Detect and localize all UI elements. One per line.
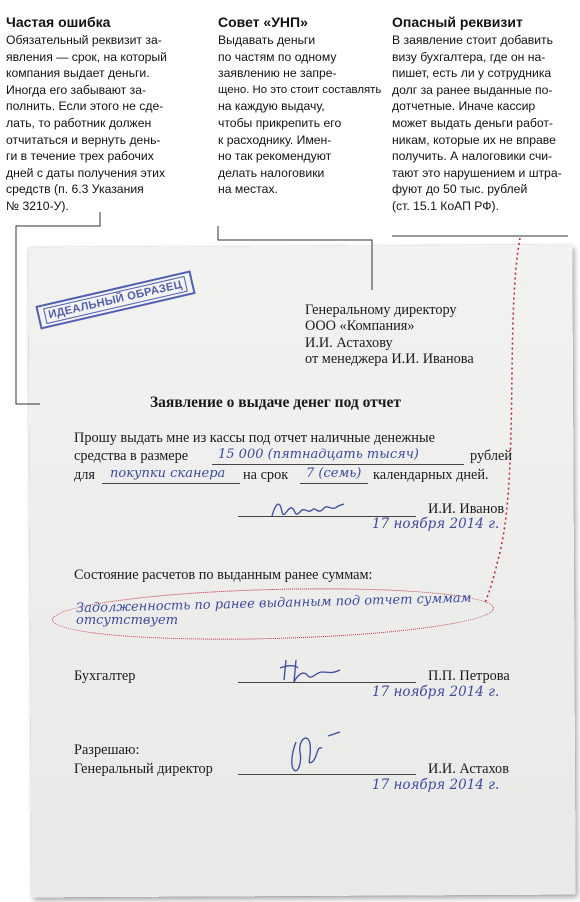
- director-date: 17 ноября 2014 г.: [372, 777, 500, 793]
- note-line: на местах.: [218, 182, 278, 197]
- note-line: может выдать деньги работ-: [392, 115, 553, 130]
- settlement-handwritten-1: Задолженность по ранее выданным под отчет суммам: [75, 590, 472, 617]
- accountant-name: П.П. Петрова: [428, 668, 510, 684]
- director-signature: [282, 722, 352, 778]
- term-handwritten: 7 (семь): [306, 466, 362, 481]
- note-line: № 3210-У).: [6, 198, 69, 213]
- addressee-line: И.И. Астахову: [305, 334, 393, 351]
- addressee-line: ООО «Компания»: [305, 318, 415, 335]
- purpose-underline: [102, 483, 240, 484]
- body-line-2-prefix: средства в размере: [74, 448, 189, 464]
- note-line: компания выдает деньги.: [6, 66, 150, 81]
- amount-handwritten: 15 000 (пятнадцать тысяч): [218, 447, 419, 462]
- note-line: дней с даты получения этих: [6, 165, 166, 180]
- accountant-signature: [276, 654, 346, 686]
- document-title: Заявление о выдаче денег под отчет: [150, 394, 402, 411]
- body-line-1: Прошу выдать мне из кассы под отчет наличные денежные: [74, 430, 435, 446]
- note-line: к расходнику. Имен-: [218, 132, 332, 147]
- note-line: долг за ранее выданные по-: [392, 82, 553, 97]
- note-line: Обязательный реквизит за-: [6, 33, 162, 47]
- settlement-handwritten-2: отсутствует: [76, 613, 179, 628]
- note-line: по частям по одному: [218, 49, 337, 64]
- note-line: никам, которые их не вправе: [392, 132, 556, 147]
- note-title: Опасный реквизит: [392, 14, 523, 30]
- settlement-label: Состояние расчетов по выданным ранее суммам:: [74, 567, 373, 583]
- note-dangerous-detail: [392, 14, 577, 215]
- note-line: явления — срок, на который: [6, 49, 167, 64]
- accountant-role: Бухгалтер: [74, 668, 136, 684]
- note-line: дотчетные. Иначе кассир: [392, 99, 536, 114]
- term-underline: [300, 483, 368, 484]
- note-line: отчитаться и вернуть день-: [6, 132, 161, 147]
- note-line: получить. А налоговики счи-: [392, 149, 553, 164]
- note-line: Выдавать деньги: [218, 33, 316, 47]
- director-name: И.И. Астахов: [428, 761, 509, 777]
- employee-signature: [268, 494, 348, 524]
- body-line-2-suffix: рублей: [470, 448, 512, 464]
- note-title: Частая ошибка: [6, 14, 111, 30]
- note-line: но так рекомендуют: [218, 149, 332, 164]
- director-role: Генеральный директор: [74, 761, 213, 777]
- note-line: чтобы прикрепить его: [218, 115, 342, 130]
- body-line-3-suffix: календарных дней.: [373, 467, 489, 483]
- addressee-block: [305, 302, 474, 368]
- note-advice: [218, 14, 382, 198]
- amount-underline: [212, 464, 464, 465]
- note-line: лать, то работник должен: [6, 115, 152, 130]
- note-line: полнить. Если этого не сде-: [6, 99, 164, 114]
- accountant-date: 17 ноября 2014 г.: [372, 684, 500, 700]
- note-line: щено. Но это стоит составлять: [218, 83, 382, 96]
- director-approve: Разрешаю:: [74, 742, 140, 758]
- body-line-3-prefix: для: [74, 467, 95, 483]
- note-common-mistake: [6, 14, 201, 215]
- employee-date: 17 ноября 2014 г.: [372, 516, 500, 532]
- note-line: (ст. 15.1 КоАП РФ).: [392, 198, 499, 213]
- note-line: Иногда его забывают за-: [6, 82, 147, 97]
- addressee-line: Генеральному директору: [305, 302, 457, 318]
- employee-name: И.И. Иванов: [428, 501, 505, 517]
- note-line: тают это нарушением и штра-: [392, 165, 562, 180]
- body-line-3-mid: на срок: [243, 467, 289, 483]
- addressee-line: от менеджера И.И. Иванова: [305, 351, 474, 368]
- note-title: Совет «УНП»: [218, 14, 308, 30]
- stamp-label: ИДЕАЛЬНЫЙ ОБРАЗЕЦ: [43, 276, 188, 324]
- note-line: В заявление стоит добавить: [392, 33, 553, 47]
- purpose-handwritten: покупки сканера: [110, 466, 226, 481]
- note-line: делать налоговики: [218, 165, 325, 180]
- note-line: заявлению не запре-: [218, 66, 337, 81]
- note-line: средств (п. 6.3 Указания: [6, 182, 144, 197]
- note-line: ги в течение трех рабочих: [6, 149, 154, 164]
- note-line: на каждую выдачу,: [218, 99, 325, 114]
- note-line: визу бухгалтера, где он на-: [392, 49, 546, 64]
- note-line: фуют до 50 тыс. рублей: [392, 182, 528, 197]
- note-line: пишет, есть ли у сотрудника: [392, 66, 552, 81]
